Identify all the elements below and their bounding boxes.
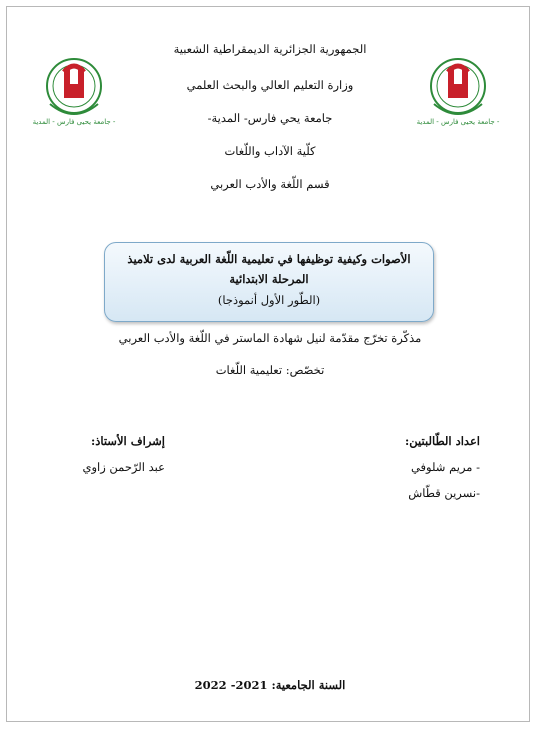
student-name-2: -نسرين قطّاش	[408, 486, 480, 500]
students-label: اعداد الطّالبتين:	[405, 434, 480, 448]
supervisor-label: إشراف الأستاذ:	[90, 434, 165, 448]
logo-text-left: جامعة يحيى فارس - المدية -	[32, 118, 116, 126]
thesis-title: الأصوات وكيفية توظيفها في تعليمية اللّغة العربية لدى تلاميذ المرحلة الابتدائية	[127, 252, 411, 286]
supervisor-name: عبد الرّحمن زاوي	[82, 460, 165, 474]
academic-year: السنة الجامعية: 2021- 2022	[194, 678, 346, 692]
thesis-subtitle: (الطّور الأول أنموذجا)	[217, 293, 321, 307]
specialty: تخصّص: تعليمية اللّغات	[215, 363, 325, 377]
ministry-name: وزارة التعليم العالي والبحث العلمي	[186, 78, 354, 92]
student-name-1: - مريم شلوفي	[410, 460, 480, 474]
university-logo-left	[32, 48, 116, 132]
university-name: جامعة يحي فارس- المدية-	[207, 111, 333, 125]
degree-note: مذكّرة تخرّج مقدّمة لنيل شهادة الماستر في اللّغة والأدب العربي	[118, 331, 422, 345]
thesis-title-box	[104, 242, 434, 322]
university-logo-right	[416, 48, 500, 132]
republic-name: الجمهورية الجزائرية الديمقراطية الشعبية	[173, 42, 367, 56]
department-name: قسم اللّغة والأدب العربي	[210, 177, 330, 191]
logo-text-right: جامعة يحيى فارس - المدية -	[416, 118, 500, 126]
faculty-name: كلّية الآداب واللّغات	[224, 144, 316, 158]
